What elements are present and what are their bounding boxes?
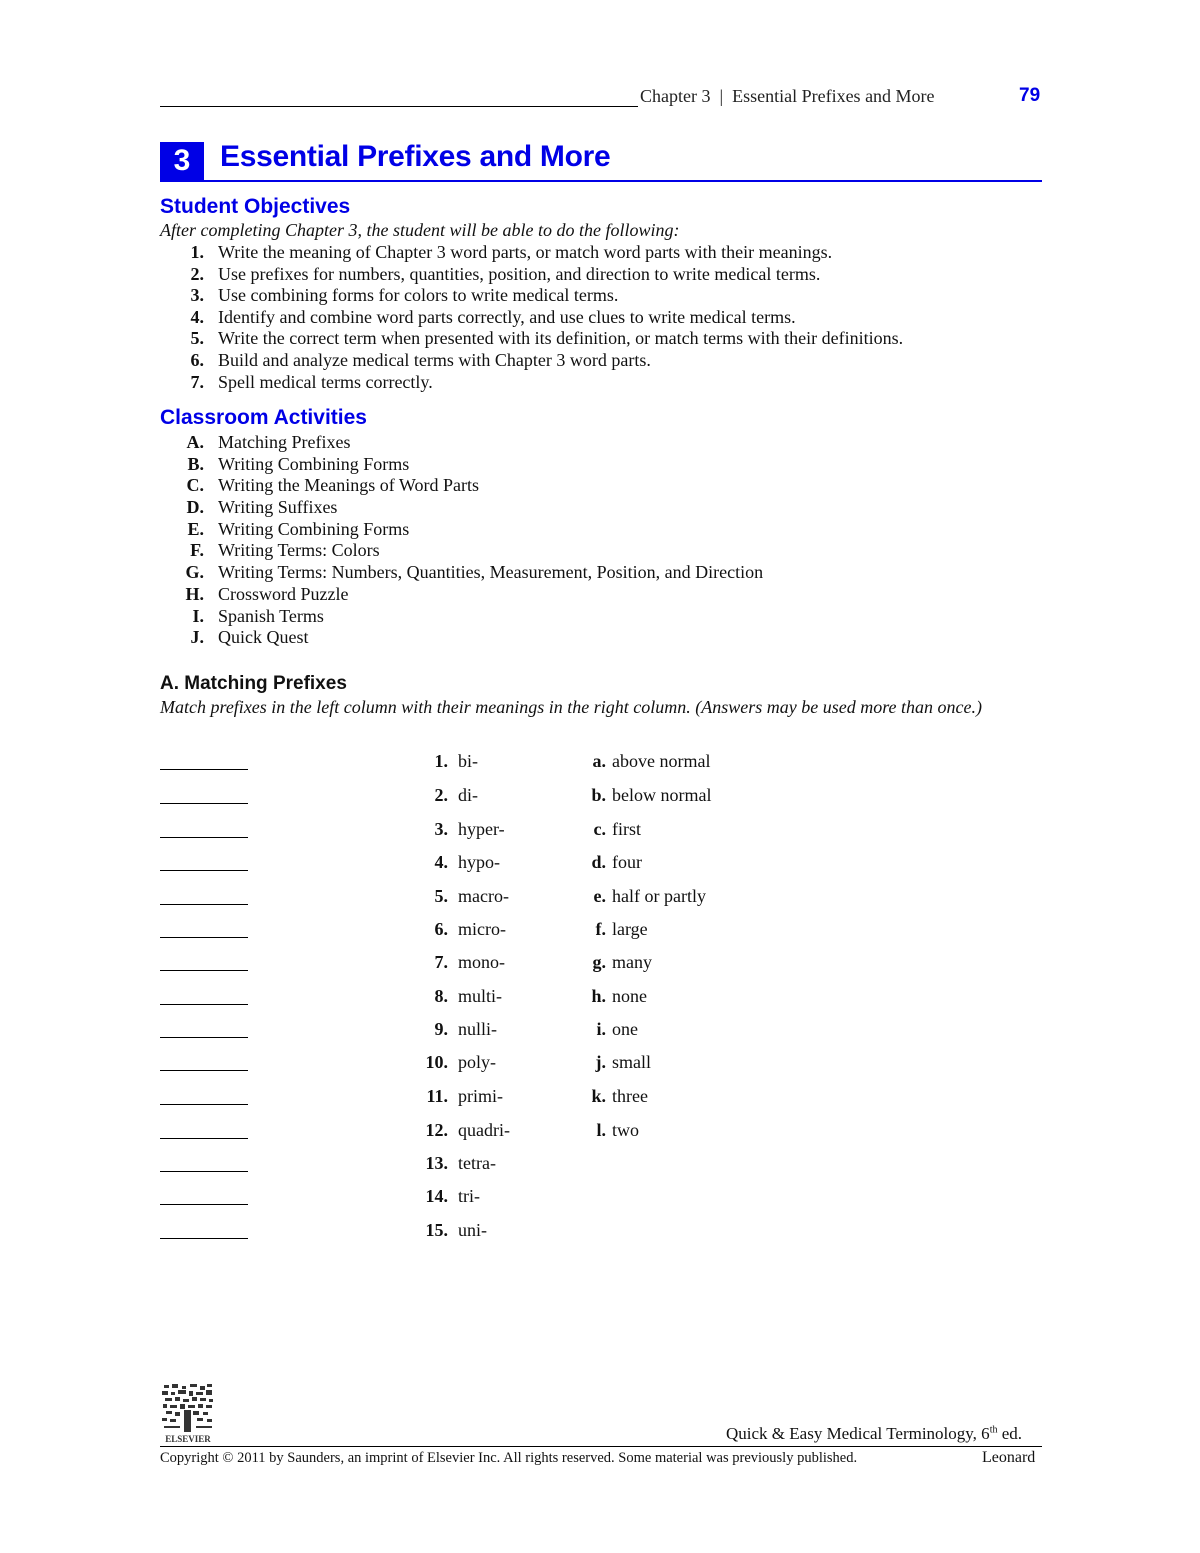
prefix-number: 1. [434,751,448,771]
logo-wordmark: ELSEVIER [165,1434,211,1444]
objective-text: Write the correct term when presented with its definition, or match terms with their definitions. [218,328,904,349]
answer-blank[interactable] [160,970,248,971]
matching-row [160,819,860,843]
activity-text: Writing Terms: Numbers, Quantities, Measurement, Position, and Direction [218,562,764,583]
page-number: 79 [1019,85,1041,106]
answer-blank[interactable] [160,1070,248,1071]
activity-text: Writing the Meanings of Word Parts [218,475,479,496]
meaning-text: two [612,1120,639,1140]
answer-blank[interactable] [160,937,248,938]
elsevier-logo [160,1382,216,1444]
meaning-letter: d. [591,852,606,872]
prefix-term: macro- [458,886,509,906]
header-section-title: Essential Prefixes and More [732,86,935,106]
activity-text: Quick Quest [218,627,309,648]
running-header [640,86,935,107]
meaning-text: below normal [612,785,712,805]
prefix-number: 12. [425,1120,448,1140]
activity-text: Writing Suffixes [218,497,338,518]
answer-blank[interactable] [160,803,248,804]
prefix-term: nulli- [458,1019,497,1039]
prefix-term: quadri- [458,1120,510,1140]
author-name: Leonard [982,1449,1036,1466]
edition-superscript: th [989,1424,998,1436]
objective-number: 6. [190,349,204,370]
prefix-term: tetra- [458,1153,496,1173]
objective-text: Use combining forms for colors to write medical terms. [218,285,619,306]
prefix-term: hyper- [458,819,505,839]
prefix-number: 7. [434,952,448,972]
activity-letter: I. [192,605,204,626]
objective-number: 2. [190,263,204,284]
matching-row [160,785,860,809]
meaning-letter: h. [591,986,606,1006]
matching-row [160,1220,860,1244]
objective-text: Build and analyze medical terms with Chapter 3 word parts. [218,349,651,370]
meaning-text: one [612,1019,638,1039]
activity-letter: G. [185,562,204,583]
objective-number: 5. [190,328,204,349]
answer-blank[interactable] [160,1104,248,1105]
answer-blank[interactable] [160,870,248,871]
prefix-number: 8. [434,986,448,1006]
chapter-title-rule [160,180,1042,182]
objective-number: 7. [190,371,204,392]
activity-letter: A. [186,432,204,452]
meaning-letter: i. [596,1019,606,1039]
answer-blank[interactable] [160,1004,248,1005]
activity-letter: H. [185,583,204,604]
meaning-letter: l. [596,1120,606,1140]
prefix-number: 3. [434,819,448,839]
answer-blank[interactable] [160,1037,248,1038]
activity-text: Spanish Terms [218,605,324,626]
book-title-text: Quick & Easy Medical Terminology, 6 [726,1424,990,1443]
prefix-term: primi- [458,1086,503,1106]
objective-number: 4. [190,306,204,327]
answer-blank[interactable] [160,1138,248,1139]
matching-row [160,1019,860,1043]
activity-letter: B. [187,453,204,474]
objective-text: Write the meaning of Chapter 3 word parts, or match word parts with their meanings. [218,242,833,262]
prefix-term: bi- [458,751,478,771]
activity-text: Writing Terms: Colors [218,540,380,561]
activity-letter: F. [190,540,204,561]
footer-rule [160,1446,1042,1447]
prefix-number: 5. [434,886,448,906]
prefix-term: micro- [458,919,506,939]
meaning-letter: f. [595,919,606,939]
meaning-text: first [612,819,641,839]
matching-row [160,952,860,976]
prefix-number: 6. [434,919,448,939]
book-title [726,1424,1022,1444]
prefix-term: uni- [458,1220,487,1240]
logo-tree-icon [162,1384,213,1432]
objective-text: Spell medical terms correctly. [218,371,433,392]
matching-row [160,919,860,943]
prefix-number: 13. [425,1153,448,1173]
prefix-number: 15. [425,1220,448,1240]
meaning-text: half or partly [612,886,706,906]
matching-instructions: Match prefixes in the left column with their meanings in the right column. (Answers may be used more than once.) [160,697,983,717]
prefix-number: 4. [434,852,448,872]
meaning-text: none [612,986,647,1006]
activity-letter: J. [190,627,204,648]
matching-row [160,886,860,910]
objective-text: Identify and combine word parts correctly, and use clues to write medical terms. [218,306,796,327]
answer-blank[interactable] [160,1204,248,1205]
header-chapter-label: Chapter 3 [640,86,711,106]
meaning-letter: b. [591,785,606,805]
answer-blank[interactable] [160,1238,248,1239]
objective-number: 3. [190,285,204,306]
meaning-letter: a. [592,751,606,771]
activity-text: Matching Prefixes [218,432,351,452]
edition-suffix: ed. [997,1424,1023,1443]
matching-row [160,1120,860,1144]
prefix-number: 2. [434,785,448,805]
activity-text: Writing Combining Forms [218,518,410,539]
matching-row [160,751,860,775]
objective-text: Use prefixes for numbers, quantities, position, and direction to write medical terms. [218,263,821,284]
meaning-text: above normal [612,751,711,771]
prefix-term: multi- [458,986,502,1006]
meaning-text: large [612,919,648,939]
activity-letter: C. [186,475,204,496]
meaning-text: many [612,952,652,972]
header-rule [160,106,638,107]
answer-blank[interactable] [160,837,248,838]
chapter-title: Essential Prefixes and More [220,140,611,173]
activity-letter: E. [187,518,204,539]
activity-text: Crossword Puzzle [218,583,349,604]
meaning-letter: c. [593,819,606,839]
matching-row [160,1186,860,1210]
matching-row [160,1086,860,1110]
objectives-heading: Student Objectives [160,195,351,218]
header-separator: | [719,86,724,106]
prefix-number: 9. [434,1019,448,1039]
prefix-term: di- [458,785,478,805]
matching-row [160,852,860,876]
objectives-intro: After completing Chapter 3, the student will be able to do the following: [160,220,680,240]
activity-letter: D. [186,497,204,518]
objective-number: 1. [190,242,204,262]
prefix-term: tri- [458,1186,480,1206]
prefix-number: 11. [426,1086,448,1106]
meaning-text: small [612,1052,651,1072]
prefix-term: mono- [458,952,505,972]
activity-text: Writing Combining Forms [218,453,410,474]
matching-row [160,1153,860,1177]
answer-blank[interactable] [160,904,248,905]
meaning-letter: e. [593,886,606,906]
copyright-notice: Copyright © 2011 by Saunders, an imprint of Elsevier Inc. All rights reserved. Some material was previously published. [160,1450,858,1466]
matching-row [160,1052,860,1076]
answer-blank[interactable] [160,1171,248,1172]
prefix-term: poly- [458,1052,496,1072]
matching-row [160,986,860,1010]
matching-heading: A. Matching Prefixes [160,673,347,694]
prefix-number: 10. [425,1052,448,1072]
meaning-letter: j. [595,1052,606,1072]
meaning-letter: k. [591,1086,606,1106]
activities-heading: Classroom Activities [160,406,367,429]
chapter-number-badge: 3 [160,142,204,180]
answer-blank[interactable] [160,769,248,770]
prefix-number: 14. [425,1186,448,1206]
prefix-term: hypo- [458,852,500,872]
meaning-text: three [612,1086,648,1106]
meaning-text: four [612,852,642,872]
meaning-letter: g. [592,952,606,972]
